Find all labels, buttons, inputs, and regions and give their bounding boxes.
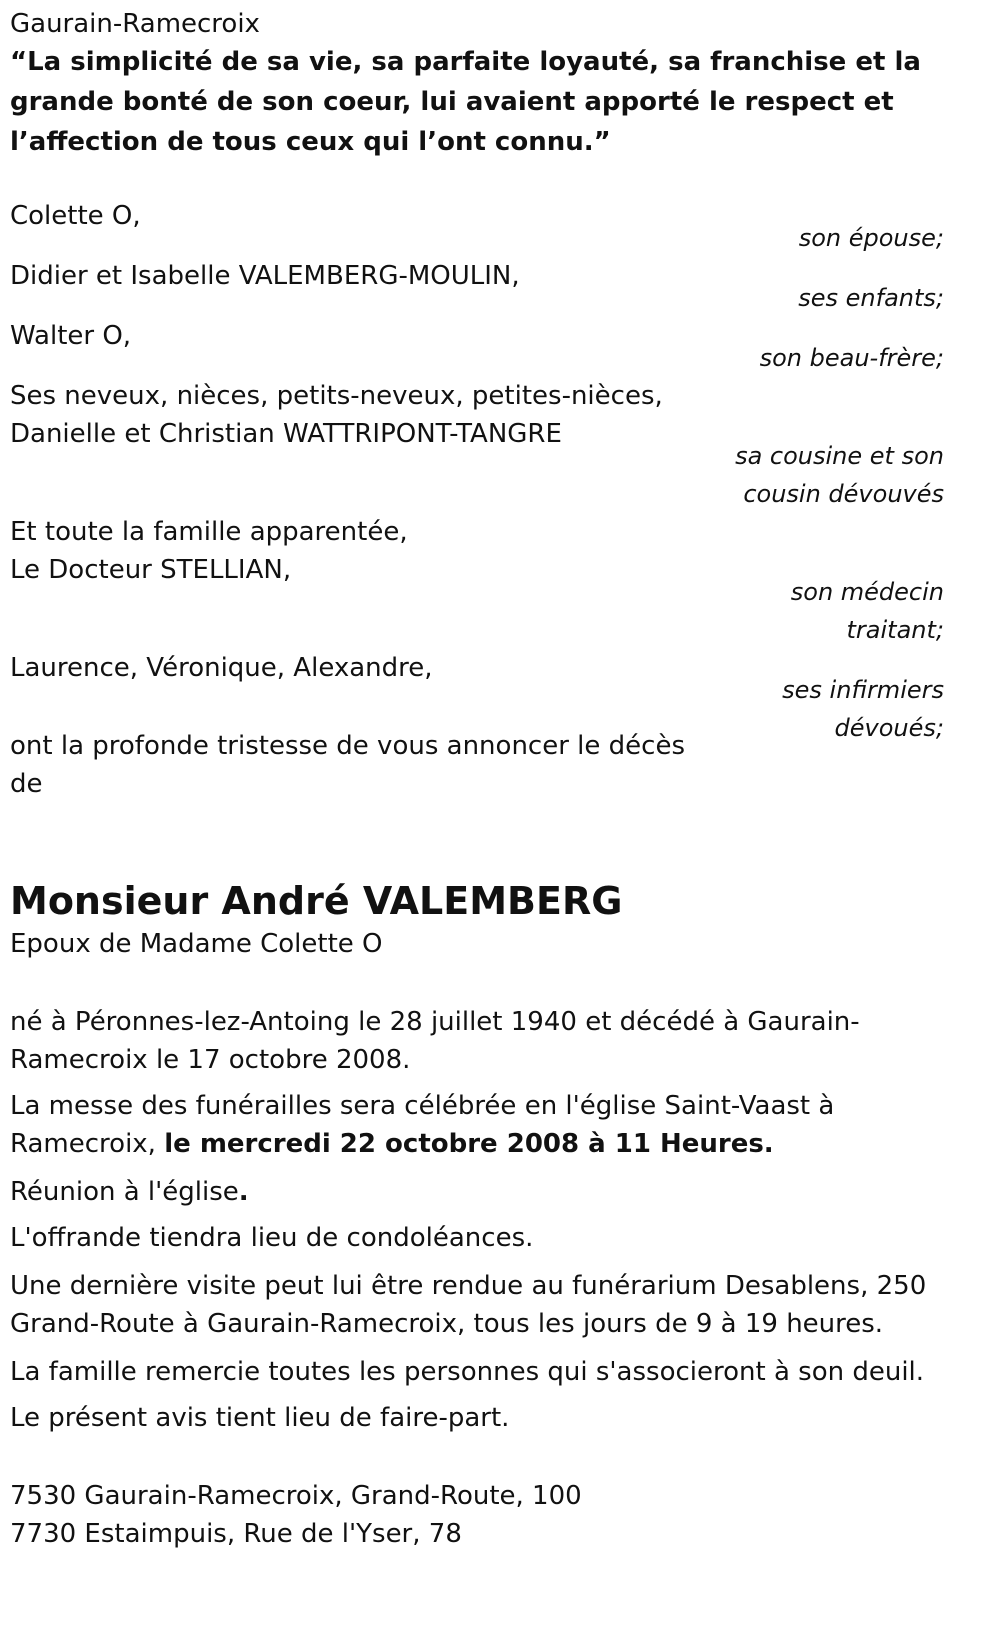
birth-death-line2: Ramecroix le 17 octobre 2008. — [10, 1045, 411, 1075]
relation-spouse: son épouse; — [798, 224, 944, 252]
address-2: 7730 Estaimpuis, Rue de l'Yser, 78 — [10, 1519, 462, 1549]
relation-doctor-line1: son médecin — [790, 578, 944, 606]
reunion-dot: . — [238, 1177, 249, 1207]
relation-doctor-line2: traitant; — [846, 616, 944, 644]
offering-line: L'offrande tiendra lieu de condoléances. — [10, 1223, 534, 1253]
mourner-children: Didier et Isabelle VALEMBERG-MOULIN, — [10, 261, 520, 291]
relation-nurses-line1: ses infirmiers — [782, 676, 944, 704]
relation-cousins-line1: sa cousine et son — [735, 442, 944, 470]
relation-brother-in-law: son beau-frère; — [759, 344, 944, 372]
mass-line1: La messe des funérailles sera célébrée en l'église Saint-Vaast à — [10, 1091, 835, 1121]
reunion-text: Réunion à l'église — [10, 1177, 239, 1207]
birth-death-line1: né à Péronnes-lez-Antoing le 28 juillet 1940 et décédé à Gaurain- — [10, 1007, 860, 1037]
thanks-line: La famille remercie toutes les personnes qui s'associeront à son deuil. — [10, 1357, 925, 1387]
relation-children: ses enfants; — [798, 284, 944, 312]
address-1: 7530 Gaurain-Ramecroix, Grand-Route, 100 — [10, 1481, 582, 1511]
mass-date-time: le mercredi 22 octobre 2008 à 11 Heures. — [164, 1129, 774, 1159]
relation-nurses-line2: dévoués; — [834, 714, 944, 742]
mourner-nurses: Laurence, Véronique, Alexandre, — [10, 653, 433, 683]
mourner-family: Et toute la famille apparentée, — [10, 517, 408, 547]
deceased-name: Monsieur André VALEMBERG — [10, 879, 623, 923]
visit-line2: Grand-Route à Gaurain-Ramecroix, tous les jours de 9 à 19 heures. — [10, 1309, 884, 1339]
mourner-doctor: Le Docteur STELLIAN, — [10, 555, 292, 585]
mass-line2 — [10, 1124, 774, 1164]
location-header: Gaurain-Ramecroix — [10, 9, 260, 39]
mourner-nephews: Ses neveux, nièces, petits-neveux, petites-nièces, — [10, 381, 663, 411]
announcement-line2: de — [10, 769, 43, 799]
mourner-cousins: Danielle et Christian WATTRIPONT-TANGRE — [10, 419, 562, 449]
spouse-line: Epoux de Madame Colette O — [10, 929, 383, 959]
notice-line: Le présent avis tient lieu de faire-part. — [10, 1403, 510, 1433]
mass-place: Ramecroix, — [10, 1129, 165, 1159]
announcement-line1: ont la profonde tristesse de vous annoncer le décès — [10, 731, 685, 761]
reunion-line — [10, 1172, 249, 1212]
relation-cousins-line2: cousin dévouvés — [743, 480, 944, 508]
visit-line1: Une dernière visite peut lui être rendue au funérarium Desablens, 250 — [10, 1271, 927, 1301]
memorial-quote: “La simplicité de sa vie, sa parfaite loyauté, sa franchise et la grande bonté de son coeur, lui avaient apporté le respect et l’affection de tous ceux qui l’ont connu.” — [10, 47, 921, 157]
mourner-brother-in-law: Walter O, — [10, 321, 132, 351]
mourner-spouse: Colette O, — [10, 201, 141, 231]
